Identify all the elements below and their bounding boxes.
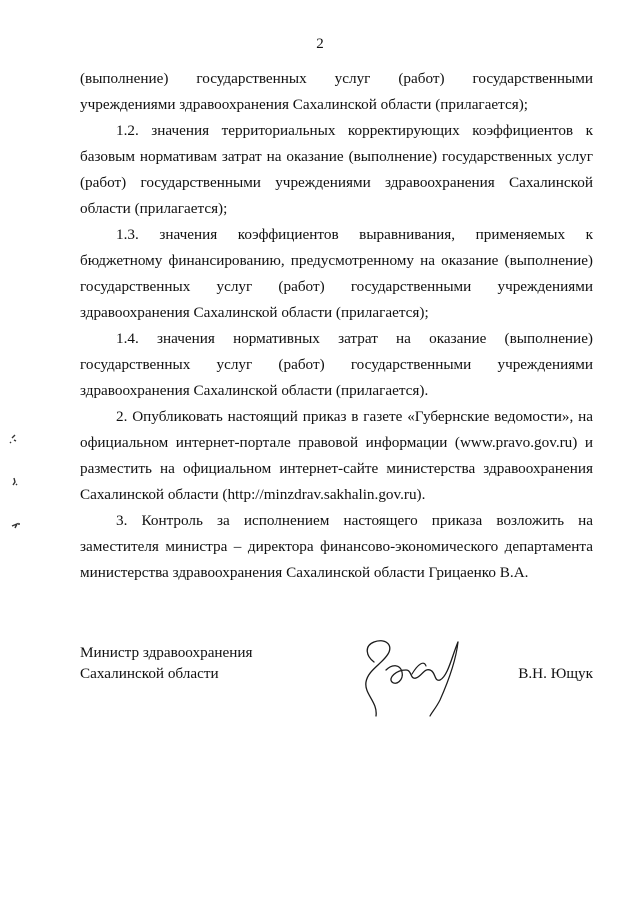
signer-name: В.Н. Ющук <box>518 665 593 682</box>
signer-title-line-1: Министр здравоохранения <box>80 644 253 661</box>
handwritten-signature-icon <box>352 630 492 725</box>
paragraph-continuation: (выполнение) государственных услуг (работ) государственными учреждениями здравоохранения Сахалинской области (прилагается); <box>80 70 593 113</box>
document-body <box>80 66 593 586</box>
paragraph-item-1-3: 1.3. значения коэффициентов выравнивания, применяемых к бюджетному финансированию, предусмотренному на оказание (выполнение) государственных услуг (работ) государственными учреждениями здравоохранения Сахалинской области (прилагается); <box>80 226 593 321</box>
signer-title <box>80 642 253 684</box>
paragraph-item-1-2: 1.2. значения территориальных корректирующих коэффициентов к базовым нормативам затрат на оказание (выполнение) государственных услуг (работ) государственными учреждениями здравоохранения Сахалинской области (прилагается); <box>80 122 593 217</box>
signature-block <box>80 642 593 732</box>
paragraph-item-3: 3. Контроль за исполнением настоящего приказа возложить на заместителя министра – директора финансово-экономического департамента министерства здравоохранения Сахалинской области Грицаенко В.А. <box>80 512 593 581</box>
scan-speck-marks-icon <box>0 420 40 540</box>
signer-title-line-2: Сахалинской области <box>80 665 219 682</box>
page-number: 2 <box>316 36 324 52</box>
paragraph-item-2: 2. Опубликовать настоящий приказ в газете «Губернские ведомости», на официальном интернет-портале правовой информации (www.pravo.gov.ru) и разместить на официальном интернет-сайте министерства здравоохранения Сахалинской области (http://minzdrav.sakhalin.gov.ru). <box>80 408 593 503</box>
paragraph-item-1-4: 1.4. значения нормативных затрат на оказание (выполнение) государственных услуг (работ) государственными учреждениями здравоохранения Сахалинской области (прилагается). <box>80 330 593 399</box>
